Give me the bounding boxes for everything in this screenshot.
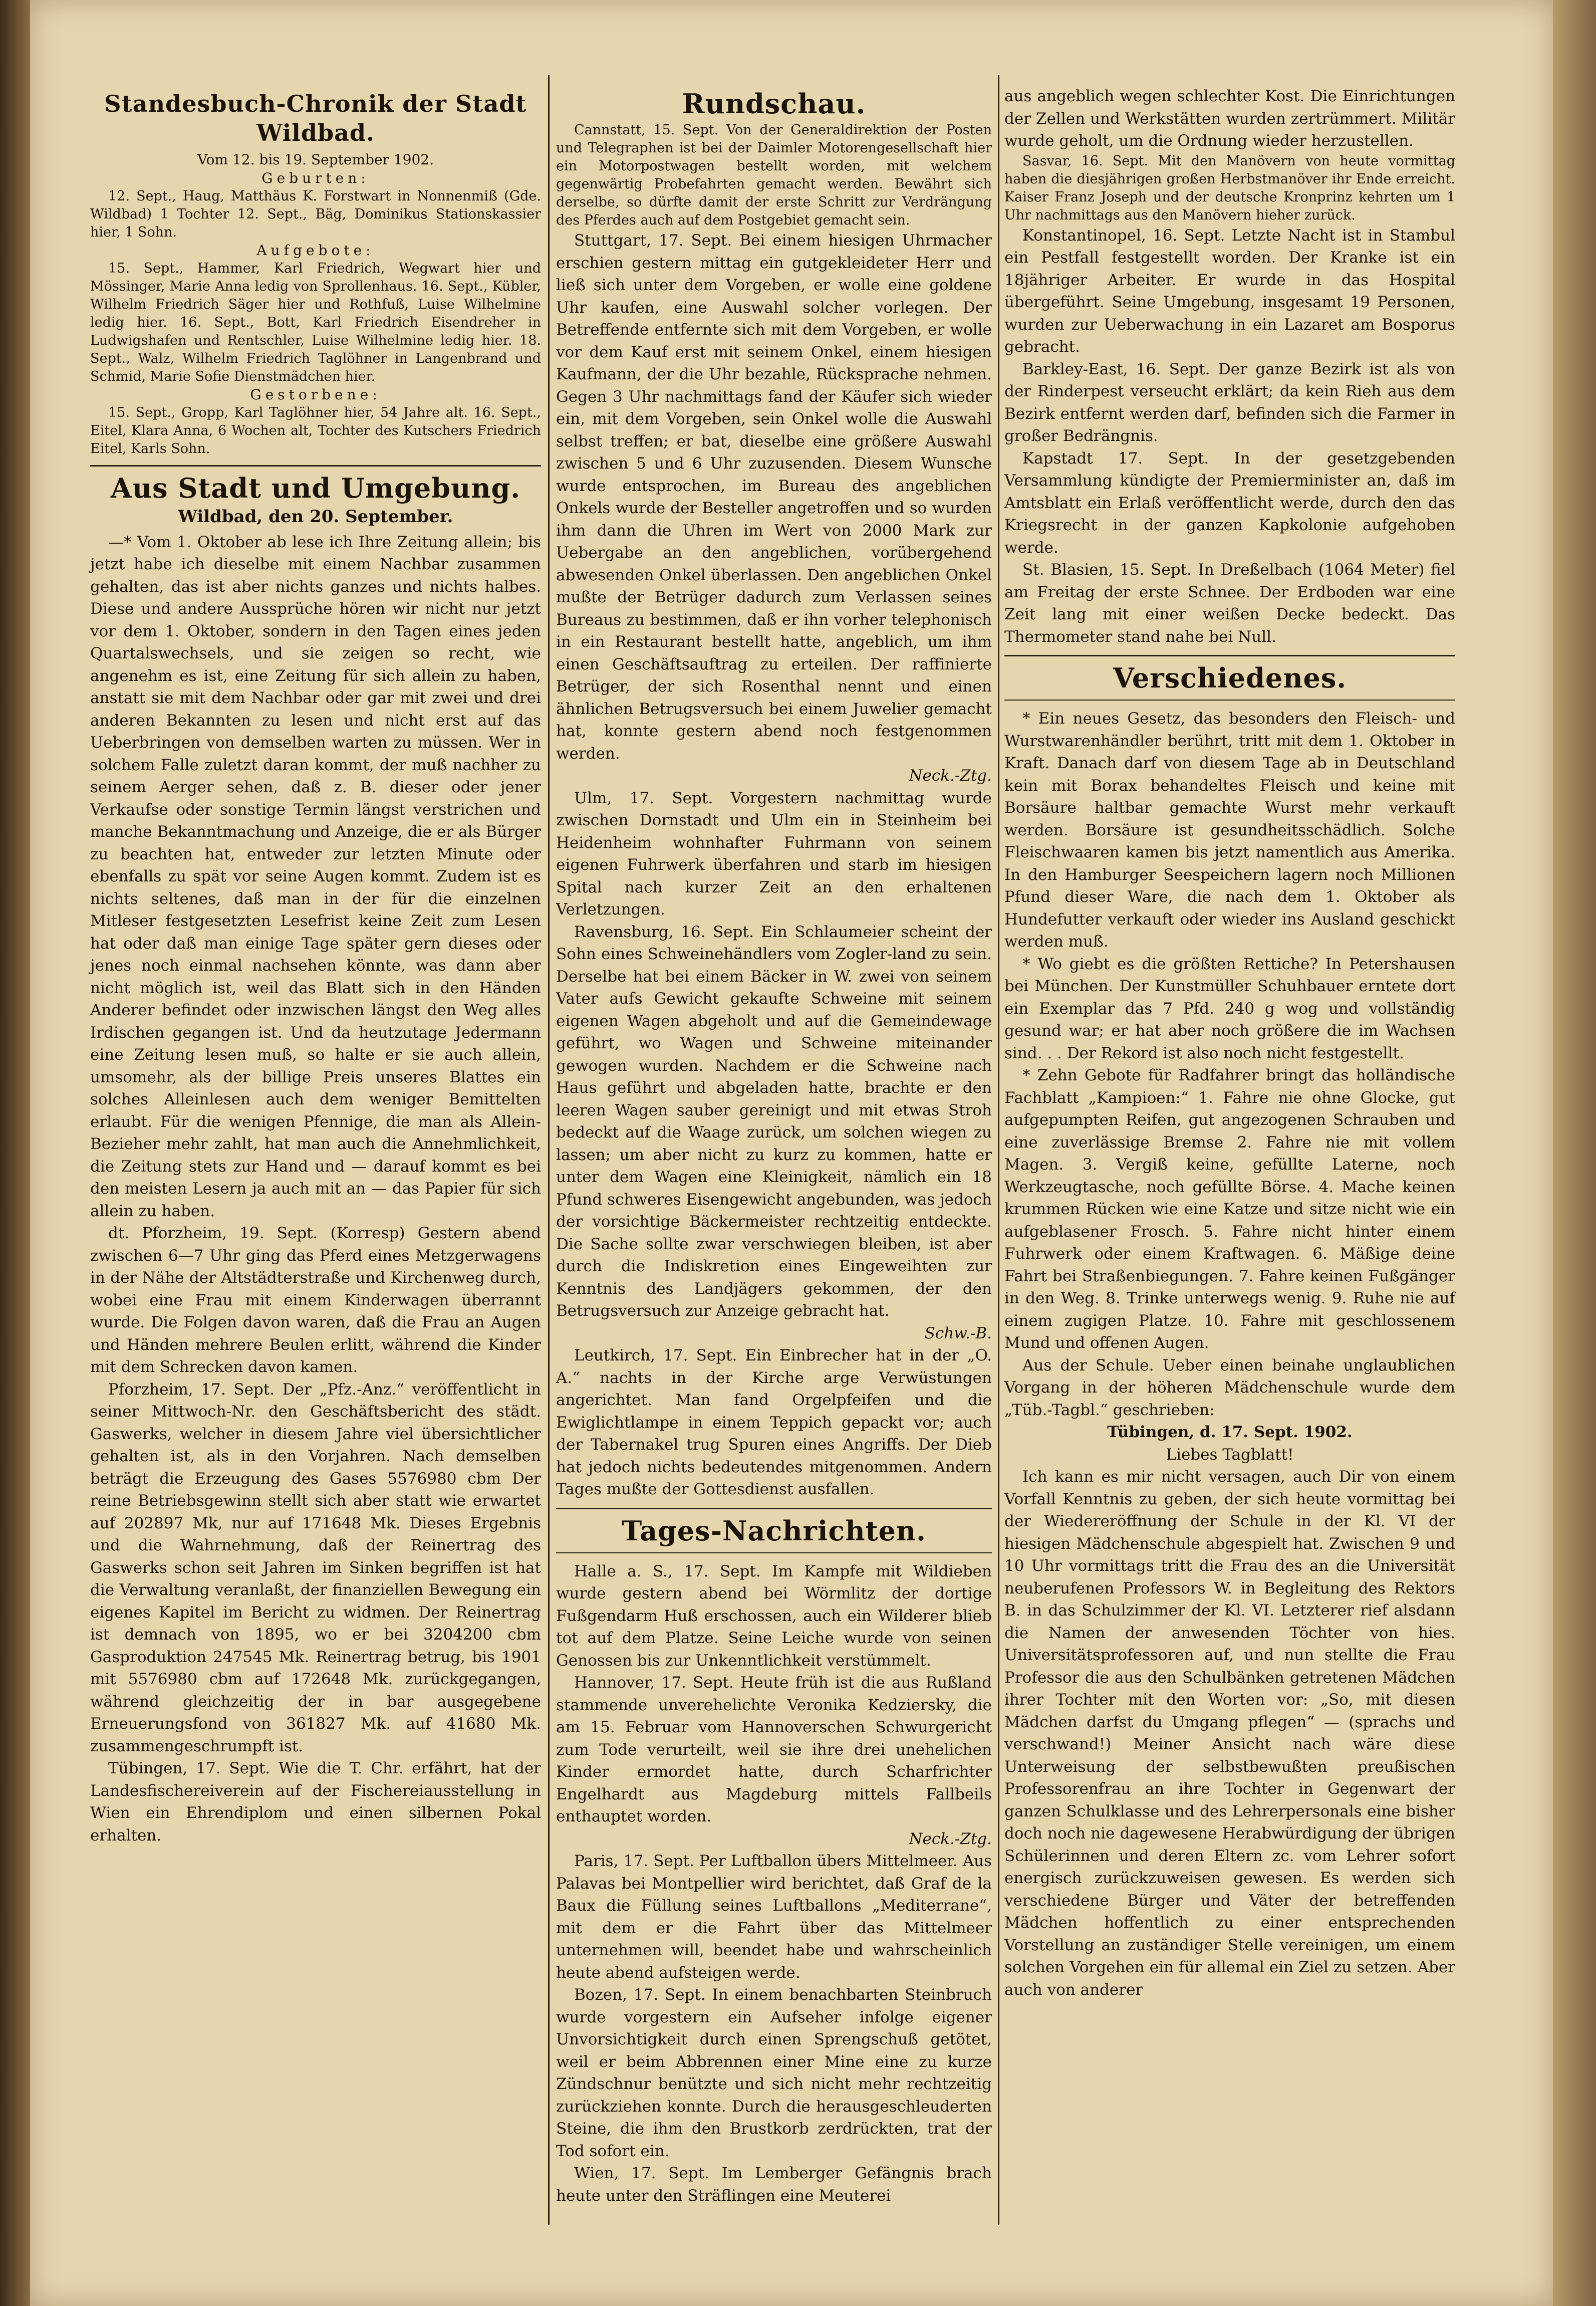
tages-continued-5: Kapstadt 17. Sept. In der gesetzgebenden Versammlung kündigte der Premierminister an, daß im Amtsblatt ein Erlaß veröffentlicht werde, durch den das Kriegsrecht in der ganzen Kapkolonie aufgehoben werde.: [1004, 449, 1455, 557]
tages-article-5: Wien, 17. Sept. Im Lemberger Gefängnis brach heute unter den Sträflingen eine Meuterei: [556, 2164, 992, 2205]
stadt-section-title: Aus Stadt und Umgebung.: [110, 472, 521, 504]
section-divider: [90, 465, 541, 467]
rundschau-title: Rundschau.: [682, 88, 866, 120]
geburten-label: Geburten:: [261, 170, 370, 186]
standesbuch-period: Vom 12. bis 19. September 1902.: [197, 151, 434, 168]
tages-nachrichten-title: Tages-Nachrichten.: [622, 1514, 926, 1547]
tages-article-3: Paris, 17. Sept. Per Luftballon übers Mittelmeer. Aus Palavas bei Montpellier wird berichtet, daß Graf de la Baux die Füllung seines Luftballons „Mediterrane“, mit dem er die Fahrt über das Mittelmeer unternehmen will, beendet habe und wahrscheinlich heute abend aufsteigen werde.: [556, 1852, 992, 1982]
gestorbene-label: Gestorbene:: [250, 386, 381, 403]
verschiedenes-article-2: * Wo giebt es die größten Rettiche? In Petershausen bei München. Der Kunstmüller Schuhbauer erntete dort ein Exemplar das 7 Pfd. 240 g wog und vollständig gesund war; er hat aber noch größere die im Wachsen sind. . . Der Rekord ist also noch nicht festgestellt.: [1004, 955, 1455, 1062]
source-attribution: Neck.-Ztg.: [909, 1829, 992, 1848]
rundschau-article-3: Ulm, 17. Sept. Vorgestern nachmittag wurde zwischen Dornstadt und Ulm ein in Steinheim bei Heidenheim wohnhafter Fuhrmann von seinem eigenen Fuhrwerk überfahren und starb im hiesigen Spital nach kurzer Zeit an den erhaltenen Verletzungen.: [556, 789, 992, 918]
tages-continued-4: Barkley-East, 16. Sept. Der ganze Bezirk ist als von der Rinderpest verseucht erklärt; da kein Rieh aus dem Bezirk entfernt werden darf, befinden sich die Farmer in großer Bedrängnis.: [1004, 360, 1455, 445]
geburten-text: 12. Sept., Haug, Matthäus K. Forstwart in Nonnenmiß (Gde. Wildbad) 1 Tochter 12. Sept., Bäg, Dominikus Stationskassier hier, 1 Sohn.: [90, 188, 541, 240]
verschiedenes-title: Verschiedenes.: [1113, 662, 1347, 694]
stadt-article-2: dt. Pforzheim, 19. Sept. (Korresp) Gestern abend zwischen 6—7 Uhr ging das Pferd eines Metzgerwagens in der Nähe der Altstädterstraße und Kirchenweg durch, wobei eine Frau mit einem Kinderwagen überrannt wurde. Die Folgen davon waren, daß die Frau an Augen und Händen mehrere Beulen erlitt, während die Kinder mit dem Schrecken davon kamen.: [90, 1224, 541, 1376]
letter-dateline: Tübingen, d. 17. Sept. 1902.: [1107, 1423, 1353, 1441]
stadt-dateline: Wildbad, den 20. September.: [178, 507, 453, 527]
source-attribution: Schw.-B.: [924, 1324, 992, 1342]
letter-salutation: Liebes Tagblatt!: [1166, 1445, 1294, 1464]
column-3: [1004, 85, 1455, 2001]
stadt-article-3: Pforzheim, 17. Sept. Der „Pfz.-Anz.“ veröffentlicht in seiner Mittwoch-Nr. den Geschäftsbericht des städt. Gaswerks, welcher in diesem Jahre viel übersichtlicher gehalten ist, als in den Vorjahren. Nach demselben beträgt die Erzeugung des Gases 5576980 cbm Der reine Betriebsgewinn stellt sich aber statt wie erwartet auf 202897 Mk, nur auf 171648 Mk. Dieses Ergebnis und die Wahrnehmung, daß der Reinertrag des Gaswerks schon seit Jahren im Sinken begriffen ist hat die Verwaltung veranlaßt, der finanziellen Bewegung ein eigenes Kapitel im Bericht zu widmen. Der Reinertrag ist demnach von 1895, wo er bei 3204200 cbm Gasproduktion 247545 Mk. Reinertrag betrug, bis 1901 mit 5576980 cbm auf 172648 Mk. zurückgegangen, während gleichzeitig der in bar ausgegebene Erneuerungsfond von 361827 Mk. auf 41680 Mk. zusammengeschrumpft ist.: [90, 1380, 541, 1755]
letter-body: Ich kann es mir nicht versagen, auch Dir von einem Vorfall Kenntnis zu geben, der sich heute vormittag bei der Wiedereröffnung der Schule in der Kl. VI der hiesigen Mädchenschule abgespielt hat. Zwischen 9 und 10 Uhr vormittags tritt die Frau des an die Universität neuberufenen Professors W. in Begleitung des Rektors B. in das Schulzimmer der Kl. VI. Letzterer rief alsdann die Namen der anwesenden Töchter von hies. Universitätsprofessoren auf, und nun stellte die Frau Professor die aus den Schulbänken getretenen Mädchen ihrer Tochter mit den Worten vor: „So, mit diesen Mädchen darfst du Umgang pflegen“ — (sprachs und verschwand!) Meiner Ansicht nach wäre diese Unterweisung der selbstbewußten preußischen Professorenfrau an ihre Tochter in Gegenwart der ganzen Schulklasse und des Lehrerpersonals eine bisher doch noch nie dagewesene Herabwürdigung der übrigen Schülerinnen und deren Eltern zc. vom Lehrer sofort energisch zurückzuweisen gewesen. Es werden sich verschiedene Bürger und Väter der betreffenden Mädchen hoffentlich zu einer entsprechenden Vorstellung an zuständiger Stelle vereinigen, um einem solchen Vorgehen ein für allemal ein Ziel zu setzen. Aber auch von anderer: [1004, 1468, 1455, 1999]
column-1: [90, 85, 541, 1847]
verschiedenes-article-4: Aus der Schule. Ueber einen beinahe unglaublichen Vorgang in der höheren Mädchenschule wurde dem „Tüb.-Tagbl.“ geschrieben:: [1004, 1356, 1455, 1419]
section-divider: [556, 1552, 992, 1553]
rundschau-article-2: Stuttgart, 17. Sept. Bei einem hiesigen Uhrmacher erschien gestern mittag ein gutgekleideter Herr und ließ sich unter dem Vorgeben, er wolle eine goldene Uhr kaufen, eine Auswahl solcher vorlegen. Der Betreffende entfernte sich mit dem Vorgeben, er wolle vor dem Kauf erst mit seinem Onkel, einem hiesigen Kaufmann, der die Uhr bezahle, Rücksprache nehmen. Gegen 3 Uhr nachmittags fand der Käufer sich wieder ein, mit dem Vorgeben, sein Onkel wolle die Auswahl selbst treffen; er bat, dieselbe eine größere Auswahl zwischen 5 und 6 Uhr zuzusenden. Diesem Wunsche wurde entsprochen, im Bureau des angeblichen Onkels wurde der Besteller angetroffen und so wurden ihm dann die Uhren im Wert von 2000 Mark zur Uebergabe an den angeblichen, vorübergehend abwesenden Onkel überlassen. Den angeblichen Onkel mußte der Betrüger dadurch zum Verlassen seines Bureaus zu bestimmen, daß er ihn vorher telephonisch in ein Restaurant bestellt hatte, angeblich, um ihm einen Geschäftsauftrag zu erteilen. Der raffinierte Betrüger, der sich Rosenthal nennt und einen ähnlichen Betrugsversuch bei einem Juwelier gemacht hat, konnte gestern abend noch festgenommen werden.: [556, 232, 992, 763]
source-attribution: Neck.-Ztg.: [909, 767, 992, 785]
rundschau-article-5: Leutkirch, 17. Sept. Ein Einbrecher hat in der „O. A.“ nachts in der Kirche arge Verwüstungen angerichtet. Man fand Orgelpfeifen und die Ewiglichtlampe in einem Teppich gepackt vor; auch der Tabernakel trug Spuren eines Angriffs. Der Dieb hat jedoch nichts bedeutendes mitgenommen. Andern Tages mußte der Gottesdienst ausfallen.: [556, 1346, 992, 1498]
gestorbene-text: 15. Sept., Gropp, Karl Taglöhner hier, 54 Jahre alt. 16. Sept., Eitel, Klara Anna, 6 Wochen alt, Tochter des Kutschers Friedrich Eitel, Karls Sohn.: [90, 405, 541, 456]
tages-article-4: Bozen, 17. Sept. In einem benachbarten Steinbruch wurde vorgestern ein Aufseher infolge eigener Unvorsichtigkeit durch einen Sprengschuß getötet, weil er beim Abbrennen einer Mine eine zu kurze Zündschnur benützte und sich nicht mehr rechtzeitig zurückziehen konnte. Durch die herausgeschleuderten Steine, die ihm den Brustkorb zerdrückten, trat der Tod sofort ein.: [556, 1986, 992, 2160]
rundschau-article-1: Cannstatt, 15. Sept. Von der Generaldirektion der Posten und Telegraphen ist bei der Daimler Motorengesellschaft hier ein Motorpostwagen bestellt worden, mit welchem gegenwärtig Probefahrten gemacht werden. Bewährt sich derselbe, so dürfte damit der erste Schritt zur Verdrängung des Pferdes auch auf dem Postgebiet gemacht sein.: [556, 122, 992, 228]
verschiedenes-article-1: * Ein neues Gesetz, das besonders den Fleisch- und Wurstwarenhändler berührt, tritt mit dem 1. Oktober in Kraft. Danach darf von diesem Tage ab in Deutschland kein mit Borax behandeltes Fleisch und keine mit Borsäure haltbar gemachte Wurst mehr verkauft werden. Borsäure ist gesundheitsschädlich. Solche Fleischwaaren kamen bis jetzt namentlich aus Amerika. In den Hamburger Seespeichern lagern noch Millionen Pfund dieser Ware, die nach dem 1. Oktober als Hundefutter verkauft oder wieder ins Ausland geschickt werden muß.: [1004, 710, 1455, 951]
tages-article-1: Halle a. S., 17. Sept. Im Kampfe mit Wildieben wurde gestern abend bei Wörmlitz der dortige Fußgendarm Huß erschossen, auch ein Wilderer blieb tot auf dem Platze. Seine Leiche wurde von seinen Genossen bis zur Unkenntlichkeit verstümmelt.: [556, 1562, 992, 1670]
verschiedenes-article-3: * Zehn Gebote für Radfahrer bringt das holländische Fachblatt „Kampioen:“ 1. Fahre nie ohne Glocke, gut aufgepumpten Reifen, gut angezogenen Schrauben und eine zuverlässige Bremse 2. Fahre nie mit vollem Magen. 3. Vergiß keine, gefüllte Laterne, noch Werkzeugtasche, noch gefüllte Börse. 4. Mache keinen krummen Rücken wie eine Katze und sitze nicht wie ein aufgeblasener Frosch. 5. Fahre nicht hinter einem Fuhrwerk oder einem Kraftwagen. 6. Mäßige deine Fahrt bei Straßenbiegungen. 7. Fahre keinen Fußgänger in den Weg. 8. Trinke unterwegs wenig. 9. Ruhe nie auf einem zugigen Platze. 10. Fahre mit geschlossenem Mund und offenen Augen.: [1004, 1066, 1455, 1352]
column-2: [556, 85, 992, 2207]
rundschau-article-4: Ravensburg, 16. Sept. Ein Schlaumeier scheint der Sohn eines Schweinehändlers vom Zogler-land zu sein. Derselbe hat bei einem Bäcker in W. zwei von seinem Vater aufs Gewicht gekaufte Schweine mit seinem eigenen Wagen abgeholt und auf die Gemeindewage geführt, wo Wagen und Schweine miteinander gewogen wurden. Nachdem er die Schweine nach Haus geführt und abgeladen hatte, brachte er den leeren Wagen sauber gereinigt und mit etwas Stroh bedeckt auf die Waage zurück, um solchen wiegen zu lassen; um aber nicht zu kurz zu kommen, hatte er unter dem Wagen eine Kleinigkeit, nämlich ein 18 Pfund schweres Eisengewicht angebunden, was jedoch der vorsichtige Bäckermeister rechtzeitig entdeckte. Die Sache sollte zwar verschwiegen bleiben, ist aber durch die Indiskretion eines Eingeweihten zur Kenntnis des Landjägers gekommen, der den Betrugsversuch zur Anzeige gebracht hat.: [556, 923, 992, 1320]
tages-continued-6: St. Blasien, 15. Sept. In Dreßelbach (1064 Meter) fiel am Freitag der erste Schnee. Der Erdboden war eine Zeit lang mit einer weißen Decke bedeckt. Das Thermometer stand nahe bei Null.: [1004, 561, 1455, 646]
page-edge: [1553, 0, 1596, 2306]
stadt-article-1: —* Vom 1. Oktober ab lese ich Ihre Zeitung allein; bis jetzt habe ich dieselbe mit einem Nachbar zusammen gehalten, das ist aber nichts ganzes und nichts halbes. Diese und andere Aussprüche hören wir nicht nur jetzt vor dem 1. Oktober, sondern in den Tagen eines jeden Quartalswechsels, und sie zeigen so recht, wie angenehm es ist, eine Zeitung für sich allein zu haben, anstatt sie mit dem Nachbar oder gar mit zwei und drei anderen Bekannten zu lesen und nicht erst auf das Ueberbringen von demselben warten zu müssen. Wer in solchem Falle zuletzt daran kommt, der muß nachher zu seinem Aerger sehen, daß z. B. dieser oder jener Verkaufse oder sonstige Termin längst verstrichen und manche Bekanntmachung und Anzeige, die er als Bürger zu beachten hat, entweder zur letzten Minute oder ebenfalls zu spät vor seine Augen kommt. Zudem ist es nichts seltenes, daß man in der für die einzelnen Mitleser festgesetzten Lesefrist keine Zeit zum Lesen hat oder daß man einige Tage später gern dieses oder jenes noch einmal nachsehen könnte, was dann aber nicht möglich ist, weil das Blatt sich in den Händen Anderer befindet oder inzwischen längst den Weg alles Irdischen gegangen ist. Und da heutzutage Jedermann eine Zeitung lesen muß, so halte er sie auch allein, umsomehr, als der billige Preis unseres Blattes ein solches Alleinlesen auch dem weniger Bemittelten erlaubt. Für die wenigen Pfennige, die man als Allein-Bezieher mehr zahlt, hat man auch die Annehmlichkeit, die Zeitung stets zur Hand und — darauf kommt es bei den meisten Lesern ja auch mit an — das Papier für sich allein zu haben.: [90, 533, 541, 1220]
section-divider: [556, 1508, 992, 1509]
aufgebote-label: Aufgebote:: [256, 242, 375, 259]
column-rule-2: [998, 75, 999, 2225]
standesbuch-title: Standesbuch-Chronik der Stadt Wildbad.: [104, 90, 527, 146]
section-divider: [1004, 700, 1455, 701]
tages-continued-2: Sasvar, 16. Sept. Mit den Manövern von heute vormittag haben die diesjährigen großen Herbstmanöver ihr Ende erreicht. Kaiser Franz Joseph und der deutsche Kronprinz kehrten um 1 Uhr nachmittags aus den Manövern hieher zurück.: [1004, 153, 1455, 223]
page-binding: [0, 0, 30, 2306]
column-rule-1: [548, 75, 550, 2225]
tages-article-2: Hannover, 17. Sept. Heute früh ist die aus Rußland stammende unverehelichte Veronika Kedziersky, die am 15. Februar vom Hannoverschen Schwurgericht zum Tode verurteilt, weil sie ihre drei unehelichen Kinder ermordet hatte, durch Scharfrichter Engelhardt aus Magdeburg mittels Fallbeils enthauptet worden.: [556, 1674, 992, 1825]
section-divider: [1004, 655, 1455, 656]
aufgebote-text: 15. Sept., Hammer, Karl Friedrich, Wegwart hier und Mössinger, Marie Anna ledig von Sprollenhaus. 16. Sept., Kübler, Wilhelm Friedrich Säger hier und Rothfuß, Luise Wilhelmine ledig hier. 16. Sept., Bott, Karl Friedrich Eisendreher in Ludwigshafen und Rentschler, Luise Wilhelmine ledig hier. 18. Sept., Walz, Wilhelm Friedrich Taglöhner in Langenbrand und Schmid, Marie Sofie Dienstmädchen hier.: [90, 261, 541, 384]
tages-continued-3: Konstantinopel, 16. Sept. Letzte Nacht ist in Stambul ein Pestfall festgestellt worden. Der Kranke ist ein 18jähriger Arbeiter. Er wurde in das Hospital übergeführt. Seine Umgebung, insgesamt 19 Personen, wurden zur Ueberwachung in ein Lazaret am Bosporus gebracht.: [1004, 226, 1455, 356]
stadt-article-4: Tübingen, 17. Sept. Wie die T. Chr. erfährt, hat der Landesfischereiverein auf der Fischereiausstellung in Wien ein Ehrendiplom und einen silbernen Pokal erhalten.: [90, 1759, 541, 1844]
tages-continued-1: aus angeblich wegen schlechter Kost. Die Einrichtungen der Zellen und Werkstätten wurden zertrümmert. Militär wurde geholt, um die Ordnung wieder herzustellen.: [1004, 87, 1455, 150]
